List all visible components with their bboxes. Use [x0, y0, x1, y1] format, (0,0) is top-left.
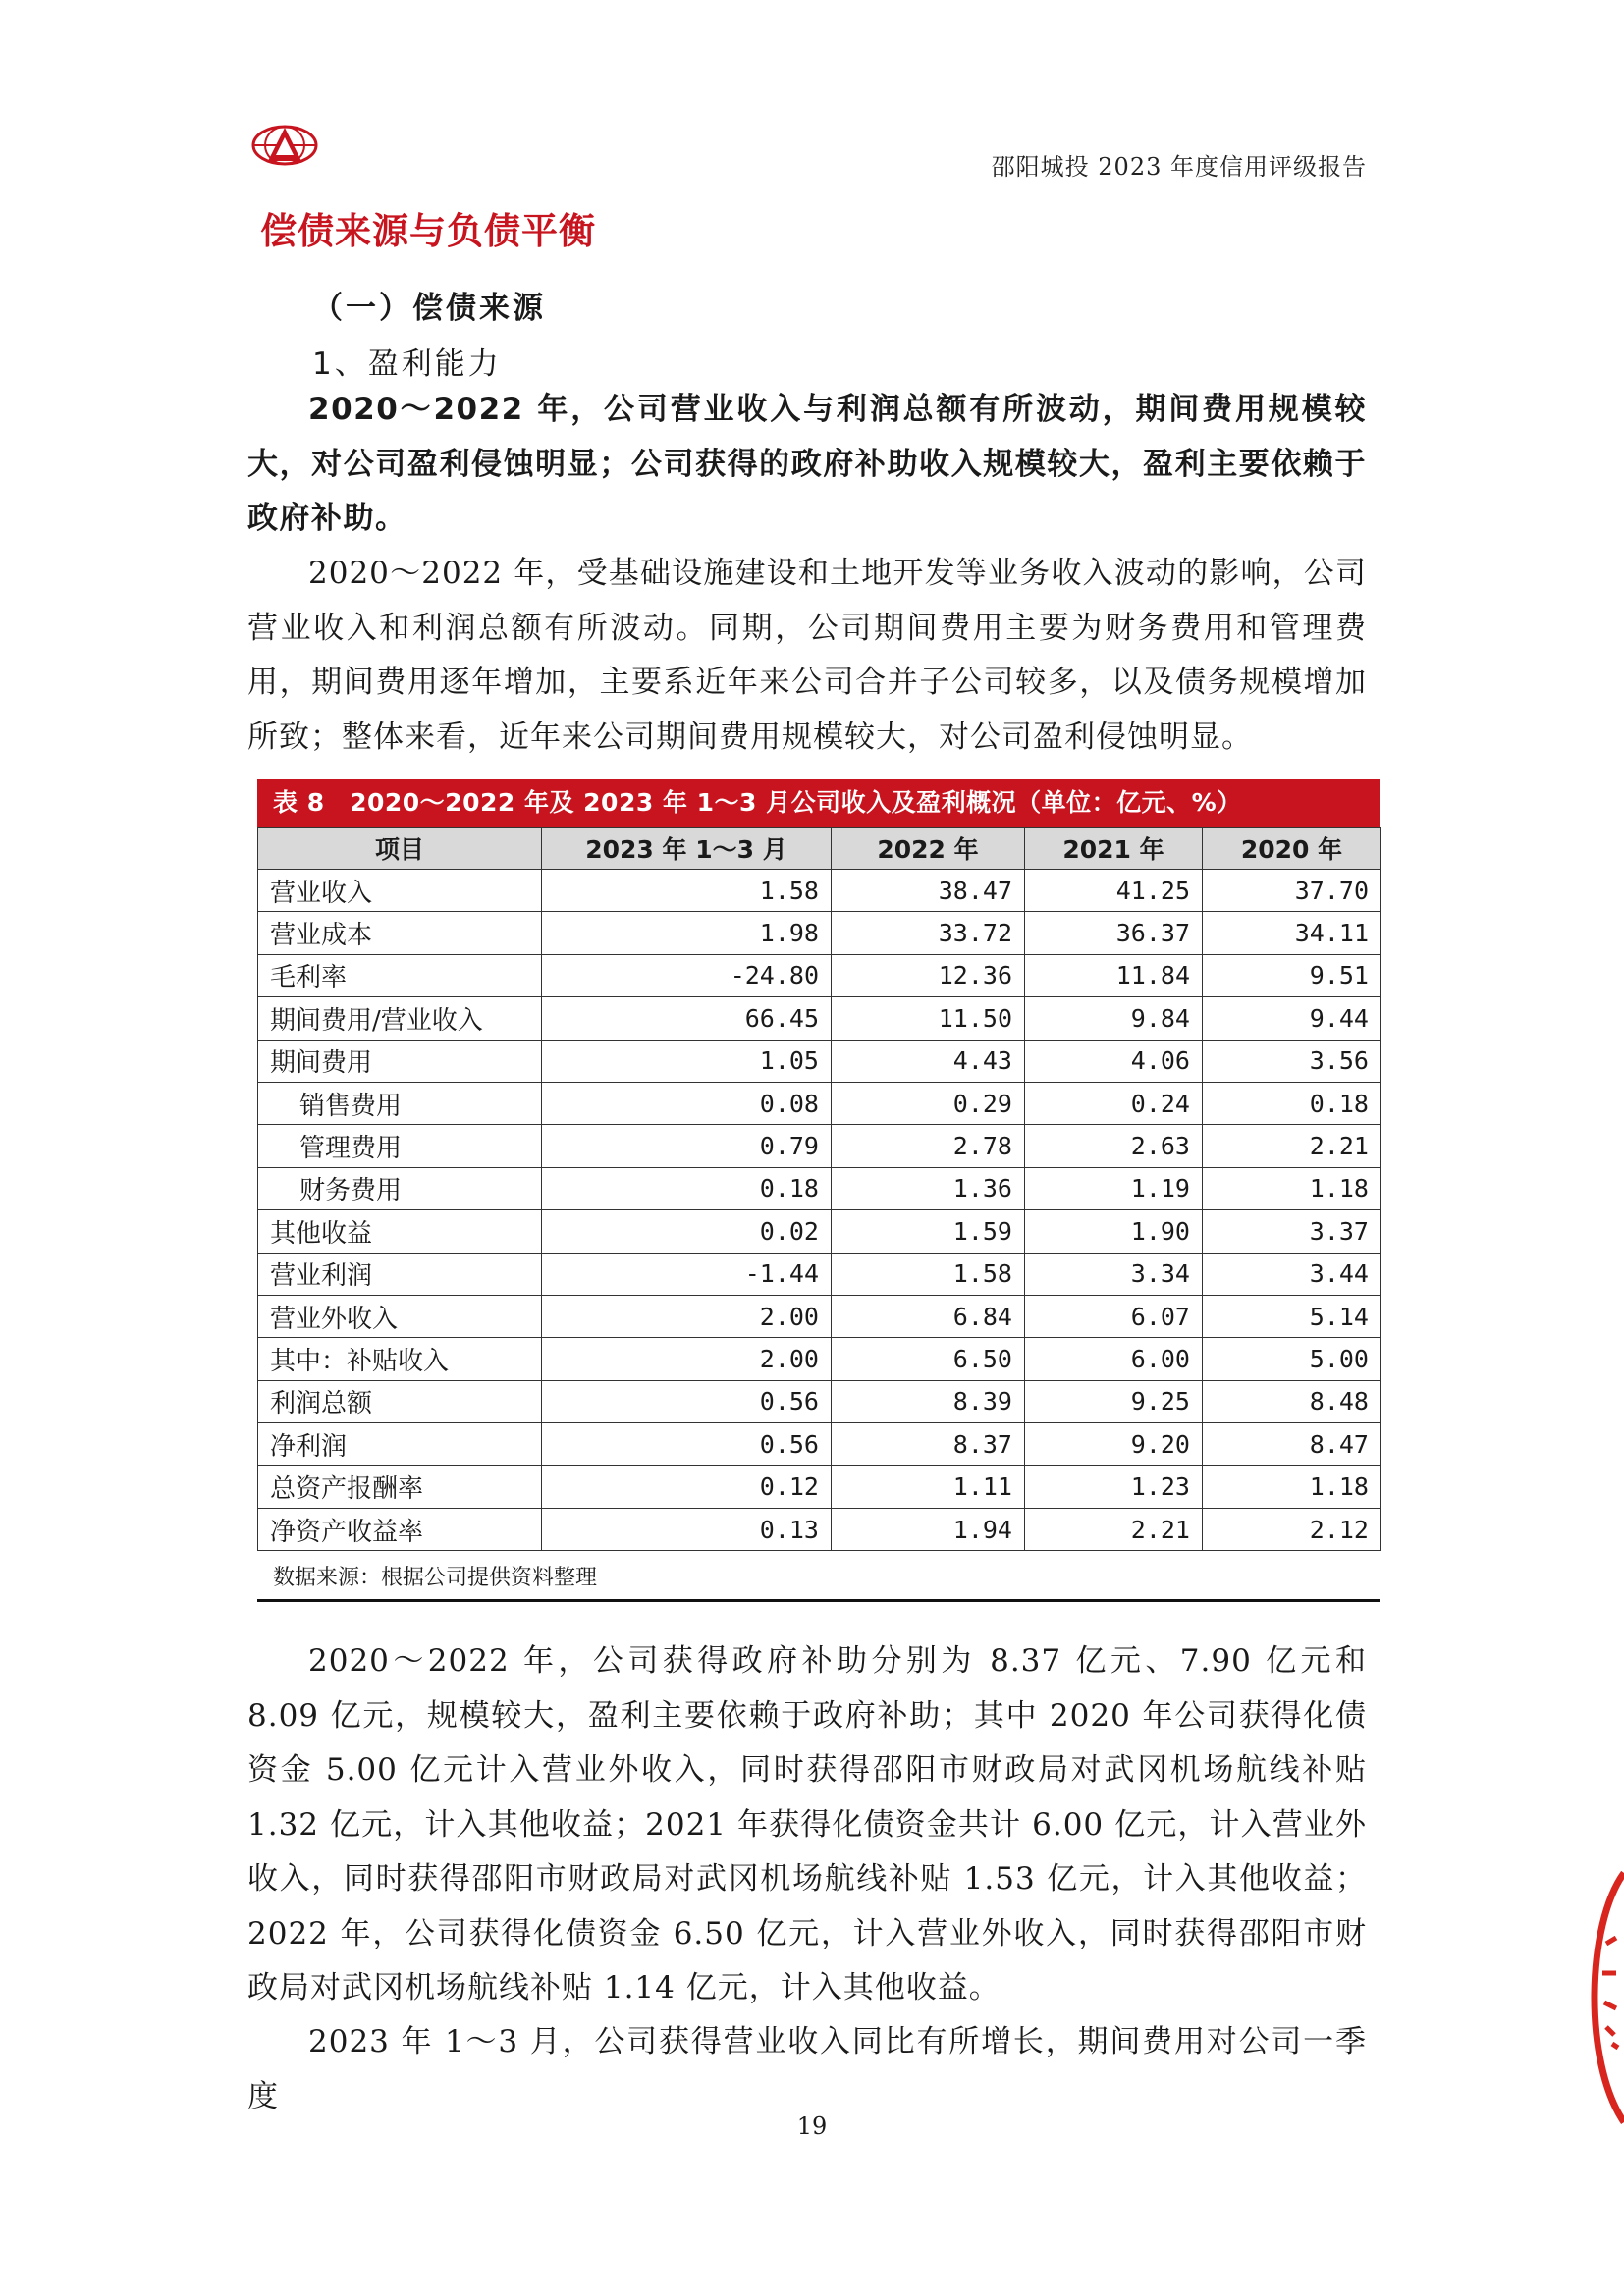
- row-value: 6.00: [1025, 1338, 1203, 1380]
- body-paragraph-q1: 2023 年 1～3 月，公司获得营业收入同比有所增长，期间费用对公司一季度: [247, 2024, 1367, 2114]
- header-2021: 2021 年: [1025, 828, 1203, 870]
- row-value: 0.08: [542, 1082, 832, 1124]
- sub-heading-repayment-source: （一）偿债来源: [312, 291, 546, 326]
- table-row: [258, 1295, 1381, 1337]
- row-value: 2.00: [542, 1295, 832, 1337]
- row-value: 0.56: [542, 1380, 832, 1422]
- row-label: 净利润: [258, 1423, 542, 1466]
- report-header-title: 邵阳城投 2023 年度信用评级报告: [991, 153, 1367, 181]
- row-value: 9.20: [1025, 1423, 1203, 1466]
- row-value: 2.21: [1203, 1125, 1381, 1167]
- row-value: 6.07: [1025, 1295, 1203, 1337]
- table-row: [258, 1380, 1381, 1422]
- row-value: 38.47: [832, 870, 1025, 912]
- row-value: 0.18: [542, 1167, 832, 1209]
- table-row: [258, 1082, 1381, 1124]
- row-value: 36.37: [1025, 912, 1203, 954]
- row-value: 9.25: [1025, 1380, 1203, 1422]
- sub-heading-profitability: 1、盈利能力: [312, 347, 502, 382]
- row-value: 1.90: [1025, 1210, 1203, 1253]
- row-label: 利润总额: [258, 1380, 542, 1422]
- table-source-note: 数据来源：根据公司提供资料整理: [257, 1551, 1380, 1602]
- row-value: 5.14: [1203, 1295, 1381, 1337]
- row-value: 2.63: [1025, 1125, 1203, 1167]
- table-caption: 表 8 2020～2022 年及 2023 年 1～3 月公司收入及盈利概况（单位：亿元、%）: [257, 779, 1380, 827]
- row-value: 2.78: [832, 1125, 1025, 1167]
- data-table: [257, 827, 1381, 1551]
- row-value: 0.02: [542, 1210, 832, 1253]
- section-title: 偿债来源与负债平衡: [260, 210, 596, 252]
- header-item: 项目: [258, 828, 542, 870]
- row-value: 0.24: [1025, 1082, 1203, 1124]
- row-label: 管理费用: [258, 1125, 542, 1167]
- table-row: [258, 1125, 1381, 1167]
- row-value: 6.84: [832, 1295, 1025, 1337]
- row-value: 37.70: [1203, 870, 1381, 912]
- row-value: 8.37: [832, 1423, 1025, 1466]
- row-value: 8.48: [1203, 1380, 1381, 1422]
- row-label: 营业成本: [258, 912, 542, 954]
- row-label: 营业收入: [258, 870, 542, 912]
- row-value: 1.23: [1025, 1466, 1203, 1508]
- row-value: 11.50: [832, 997, 1025, 1040]
- company-logo-icon: [250, 124, 319, 167]
- row-label: 其他收益: [258, 1210, 542, 1253]
- summary-paragraph: 2020～2022 年，公司营业收入与利润总额有所波动，期间费用规模较大，对公司盈利侵蚀明显；公司获得的政府补助收入规模较大，盈利主要依赖于政府补助。: [247, 392, 1367, 536]
- row-value: 1.58: [542, 870, 832, 912]
- table-row: [258, 954, 1381, 996]
- row-label: 净资产收益率: [258, 1508, 542, 1550]
- table-row: [258, 1423, 1381, 1466]
- row-label: 总资产报酬率: [258, 1466, 542, 1508]
- page-number: 19: [796, 2112, 828, 2140]
- row-value: 12.36: [832, 954, 1025, 996]
- row-value: 9.84: [1025, 997, 1203, 1040]
- row-value: 3.56: [1203, 1040, 1381, 1082]
- row-value: 0.56: [542, 1423, 832, 1466]
- row-value: 41.25: [1025, 870, 1203, 912]
- row-value: -1.44: [542, 1253, 832, 1295]
- row-value: 9.44: [1203, 997, 1381, 1040]
- row-value: 1.05: [542, 1040, 832, 1082]
- row-value: 0.12: [542, 1466, 832, 1508]
- row-value: 0.29: [832, 1082, 1025, 1124]
- row-value: 1.94: [832, 1508, 1025, 1550]
- row-value: 1.58: [832, 1253, 1025, 1295]
- row-label: 财务费用: [258, 1167, 542, 1209]
- row-value: 1.11: [832, 1466, 1025, 1508]
- table-row: [258, 912, 1381, 954]
- table-row: [258, 1210, 1381, 1253]
- row-value: 6.50: [832, 1338, 1025, 1380]
- row-value: 0.18: [1203, 1082, 1381, 1124]
- header-2023q1: 2023 年 1～3 月: [542, 828, 832, 870]
- row-value: -24.80: [542, 954, 832, 996]
- row-value: 3.37: [1203, 1210, 1381, 1253]
- table-row: [258, 1040, 1381, 1082]
- header-2020: 2020 年: [1203, 828, 1381, 870]
- row-value: 66.45: [542, 997, 832, 1040]
- row-value: 1.36: [832, 1167, 1025, 1209]
- row-value: 3.34: [1025, 1253, 1203, 1295]
- row-value: 33.72: [832, 912, 1025, 954]
- row-label: 营业利润: [258, 1253, 542, 1295]
- row-value: 2.21: [1025, 1508, 1203, 1550]
- body-paragraph-subsidies: 2020～2022 年，公司获得政府补助分别为 8.37 亿元、7.90 亿元和 8.09 亿元，规模较大，盈利主要依赖于政府补助；其中 2020 年公司获得化债资金 5.00 亿元计入营业外收入，同时获得邵阳市财政局对武冈机场航线补贴 1.32 亿元，计入其他收益；2021 年获得化债资金共计 6.00 亿元，计入营业外收入，同时获得邵阳市财政局对武冈机场航线补贴 1.53 亿元，计入其他收益；2022 年，公司获得化债资金 6.50 亿元，计入营业外收入，同时获得邵阳市财政局对武冈机场航线补贴 1.14 亿元，计入其他收益。: [247, 1643, 1367, 2005]
- row-label: 其中：补贴收入: [258, 1338, 542, 1380]
- row-value: 11.84: [1025, 954, 1203, 996]
- row-label: 期间费用: [258, 1040, 542, 1082]
- row-value: 2.00: [542, 1338, 832, 1380]
- row-value: 8.47: [1203, 1423, 1381, 1466]
- row-value: 2.12: [1203, 1508, 1381, 1550]
- table-row: [258, 997, 1381, 1040]
- row-value: 0.13: [542, 1508, 832, 1550]
- table-row: [258, 1167, 1381, 1209]
- income-profit-table: [257, 779, 1380, 1602]
- row-value: 34.11: [1203, 912, 1381, 954]
- row-value: 0.79: [542, 1125, 832, 1167]
- table-row: [258, 1508, 1381, 1550]
- row-label: 期间费用/营业收入: [258, 997, 542, 1040]
- row-label: 毛利率: [258, 954, 542, 996]
- table-row: [258, 1253, 1381, 1295]
- row-label: 销售费用: [258, 1082, 542, 1124]
- row-value: 1.59: [832, 1210, 1025, 1253]
- row-value: 5.00: [1203, 1338, 1381, 1380]
- row-label: 营业外收入: [258, 1295, 542, 1337]
- table-header-row: [258, 828, 1381, 870]
- row-value: 4.06: [1025, 1040, 1203, 1082]
- row-value: 9.51: [1203, 954, 1381, 996]
- body-paragraph-expenses: 2020～2022 年，受基础设施建设和土地开发等业务收入波动的影响，公司营业收入和利润总额有所波动。同期，公司期间费用主要为财务费用和管理费用，期间费用逐年增加，主要系近年来公司合并子公司较多，以及债务规模增加所致；整体来看，近年来公司期间费用规模较大，对公司盈利侵蚀明显。: [247, 556, 1367, 755]
- table-row: [258, 1338, 1381, 1380]
- table-row: [258, 870, 1381, 912]
- red-seal-stamp-icon: [1577, 1865, 1624, 2130]
- row-value: 1.18: [1203, 1466, 1381, 1508]
- header-2022: 2022 年: [832, 828, 1025, 870]
- row-value: 1.18: [1203, 1167, 1381, 1209]
- row-value: 3.44: [1203, 1253, 1381, 1295]
- row-value: 1.98: [542, 912, 832, 954]
- row-value: 8.39: [832, 1380, 1025, 1422]
- table-row: [258, 1466, 1381, 1508]
- row-value: 4.43: [832, 1040, 1025, 1082]
- row-value: 1.19: [1025, 1167, 1203, 1209]
